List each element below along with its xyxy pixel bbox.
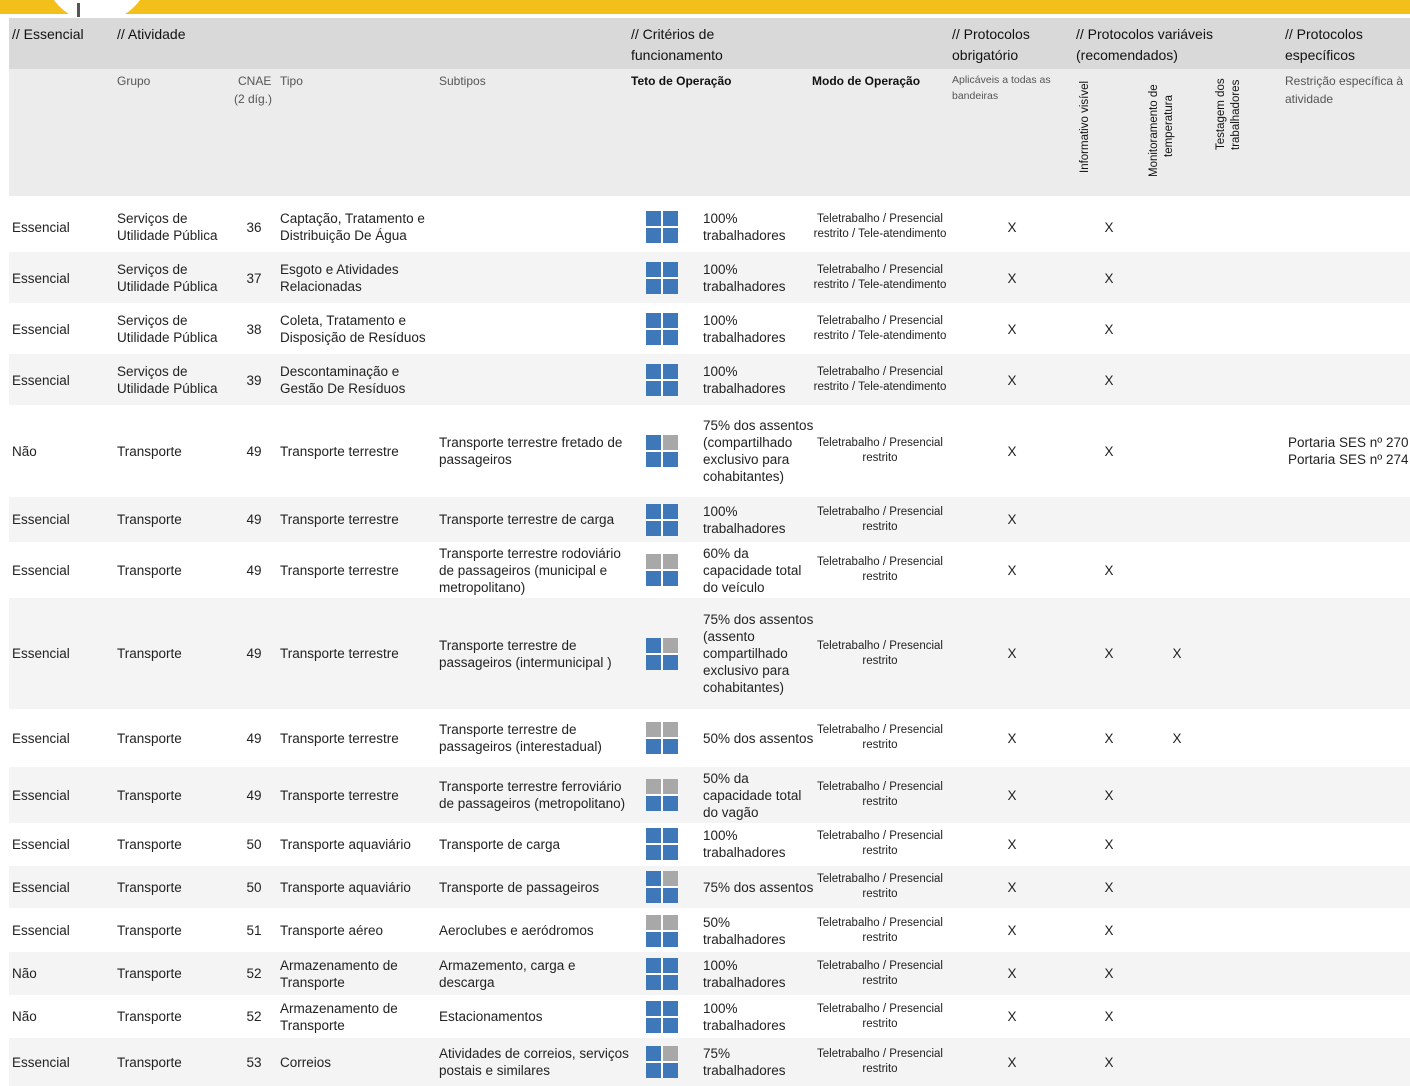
table-row [9,823,1410,865]
operation-level-icon [646,871,678,903]
cell-subtipo [439,354,631,406]
table-row [9,252,1410,304]
cell-subtipo: Transporte terrestre fretado de passageiros [439,435,623,467]
cell-info: X [1104,219,1114,235]
cell-esp [1288,542,1410,598]
cell-tipo: Transporte aquaviário [280,836,411,852]
cell-grupo: Transporte [117,879,182,895]
table-header [9,18,1410,69]
operation-level-icon [646,828,678,860]
cell-tipo: Transporte terrestre [280,787,399,803]
cell-subtipo: Atividades de correios, serviços postais e similares [439,1046,629,1078]
cell-essencial: Não [12,966,37,981]
table-row [9,303,1410,355]
cell-obrig: X [1007,787,1017,803]
cell-teto: 75% trabalhadores [703,1046,786,1078]
cell-grupo: Transporte [117,512,182,527]
cell-obrig: X [1007,923,1017,938]
cell-temp [1162,909,1192,952]
cell-info: X [1104,966,1114,981]
cell-temp [1162,497,1192,542]
cell-grupo: Transporte [117,787,182,803]
subheader-aplicaveis-line2: bandeiras [952,90,999,102]
cell-esp [1288,767,1410,823]
cell-temp [1162,866,1192,908]
cell-esp [1288,909,1410,952]
cell-test [1229,252,1259,304]
cell-grupo: Transporte [117,562,182,578]
table-row [9,995,1410,1038]
top-banner [0,0,1410,14]
cell-teto: 100% trabalhadores [703,828,786,860]
cell-temp [1162,767,1192,823]
subheader-informativo: Informativo visível [1079,80,1091,173]
cell-tipo: Transporte aquaviário [280,879,411,895]
table-subheader [9,69,1410,196]
header-prot-var-line1: // Protocolos variáveis [1076,26,1213,42]
cell-tipo: Transporte terrestre [280,512,399,527]
cell-obrig: X [1007,879,1017,895]
cell-info: X [1104,270,1114,286]
cell-obrig: X [1007,270,1017,286]
cell-obrig: X [1007,1009,1017,1024]
cell-esp [1288,866,1410,908]
cell-test [1229,823,1259,865]
subheader-restricao-line1: Restrição específica à [1285,74,1404,88]
cell-modo: Teletrabalho / Presencial restrito [817,724,943,751]
header-prot-esp-line2: específicos [1285,47,1356,63]
cell-grupo: Transporte [117,1009,182,1024]
cell-obrig: X [1007,836,1017,852]
subheader-restricao-line2: atividade [1285,92,1334,106]
table-row [9,497,1410,542]
cell-modo: Teletrabalho / Presencial restrito [817,873,943,900]
table-row [9,866,1410,908]
cell-test [1229,952,1259,995]
header-essencial: // Essencial [12,26,84,42]
cell-obrig: X [1007,966,1017,981]
cell-teto: 50% trabalhadores [703,914,786,947]
cell-esp [1288,497,1410,542]
cell-modo: Teletrabalho / Presencial restrito [817,830,943,857]
cell-info: X [1104,562,1114,578]
cell-esp [1288,354,1410,406]
operation-level-icon [646,211,678,243]
operation-level-icon [646,638,678,670]
cell-temp [1162,303,1192,355]
cell-cnae: 50 [246,879,262,895]
cell-info: X [1104,923,1114,938]
operation-level-icon [646,554,678,586]
cell-subtipo: Transporte terrestre rodoviário de passageiros (municipal e metropolitano) [439,545,621,595]
cell-subtipo: Estacionamentos [439,1009,543,1024]
cell-grupo: Transporte [117,443,182,459]
cell-esp: Portaria SES nº 270 Portaria SES nº 274 [1288,435,1409,467]
subheader-subtipos: Subtipos [439,74,486,88]
operation-level-icon [646,1046,678,1078]
header-criterios-line2: funcionamento [631,47,723,63]
cell-essencial: Essencial [12,923,70,938]
cell-modo: Teletrabalho / Presencial restrito [817,1002,943,1030]
subheader-testagem-line1: Testagem dos [1215,78,1227,150]
cell-subtipo: Transporte de passageiros [439,879,600,895]
cell-teto: 60% da capacidade total do veículo [703,545,802,595]
cell-essencial: Essencial [12,372,70,388]
cell-cnae: 51 [246,923,262,938]
cell-temp [1162,995,1192,1038]
subheader-grupo: Grupo [117,74,151,88]
cell-grupo: Serviços de Utilidade Pública [117,262,218,294]
cell-test [1229,598,1259,709]
cell-tipo: Transporte aéreo [280,923,384,938]
table-row [9,201,1410,253]
cell-essencial: Essencial [12,1054,70,1070]
subheader-aplicaveis-line1: Aplicáveis a todas as [952,74,1051,86]
operation-level-icon [646,364,678,396]
cell-info: X [1104,1009,1114,1024]
cell-temp [1162,252,1192,304]
operation-level-icon [646,435,678,467]
operation-level-icon [646,915,678,947]
subheader-tipo: Tipo [280,74,303,88]
cell-subtipo [439,303,631,355]
cell-info: X [1104,372,1114,388]
subheader-cnae-line2: (2 díg.) [234,92,273,106]
cell-info: X [1104,1054,1114,1070]
cell-temp [1162,354,1192,406]
operation-level-icon [646,313,678,345]
cell-essencial: Essencial [12,730,70,746]
cell-cnae: 37 [246,270,262,286]
cell-cnae: 52 [246,1009,262,1024]
cell-tipo: Coleta, Tratamento e Disposição de Resíduos [280,313,426,345]
cell-temp: X [1172,646,1182,661]
cell-info: X [1104,730,1114,746]
cell-temp [1162,542,1192,598]
cell-teto: 75% dos assentos [703,879,814,895]
cell-info: X [1104,879,1114,895]
cell-teto: 100% trabalhadores [703,364,786,396]
cell-esp [1288,598,1410,709]
table-row [9,405,1410,497]
subheader-monitoramento-line1: Monitoramento de [1148,84,1160,177]
cell-modo: Teletrabalho / Presencial restrito / Tele-atendimento [813,315,947,342]
cell-subtipo: Transporte de carga [439,836,561,852]
cell-modo: Teletrabalho / Presencial restrito / Tele-atendimento [813,366,947,393]
cell-essencial: Essencial [12,562,70,578]
cell-test [1229,1038,1259,1086]
cell-test [1229,497,1259,542]
cell-modo: Teletrabalho / Presencial restrito [817,781,943,808]
cell-info [1094,497,1124,542]
cell-teto: 100% trabalhadores [703,957,786,990]
cell-esp [1288,303,1410,355]
cell-modo: Teletrabalho / Presencial restrito [817,437,943,464]
cell-modo: Teletrabalho / Presencial restrito / Tele-atendimento [813,264,947,291]
cell-modo: Teletrabalho / Presencial restrito [817,1048,943,1075]
cell-grupo: Transporte [117,1054,182,1070]
cell-obrig: X [1007,512,1017,527]
cell-cnae: 49 [246,512,262,527]
cell-tipo: Transporte terrestre [280,730,399,746]
cell-cnae: 49 [246,646,262,661]
cell-temp: X [1172,730,1182,746]
cell-test [1229,909,1259,952]
cell-teto: 100% trabalhadores [703,211,786,243]
table-row [9,542,1410,598]
cell-grupo: Transporte [117,923,182,938]
cell-cnae: 49 [246,443,262,459]
cell-esp [1288,709,1410,767]
cell-modo: Teletrabalho / Presencial restrito [817,959,943,987]
cell-essencial: Não [12,443,37,459]
cell-tipo: Esgoto e Atividades Relacionadas [280,262,399,294]
cell-esp [1288,952,1410,995]
cell-obrig: X [1007,646,1017,661]
cell-grupo: Serviços de Utilidade Pública [117,364,218,396]
cell-info: X [1104,787,1114,803]
cell-temp [1162,823,1192,865]
cell-grupo: Transporte [117,966,182,981]
cell-info: X [1104,321,1114,337]
operation-level-icon [646,504,678,536]
operation-level-icon [646,262,678,294]
header-prot-obrig-line2: obrigatório [952,47,1019,63]
cell-cnae: 49 [246,730,262,746]
cell-cnae: 36 [246,219,262,235]
subheader-cnae-line1: CNAE [238,74,272,88]
cell-info: X [1104,646,1114,661]
cell-obrig: X [1007,1054,1017,1070]
cell-subtipo: Transporte terrestre de passageiros (interestadual) [439,722,602,754]
cell-tipo: Transporte terrestre [280,443,399,459]
cell-teto: 75% dos assentos (compartilhado exclusivo para cohabitantes) [703,418,814,484]
table-row [9,354,1410,406]
cell-grupo: Transporte [117,836,182,852]
cell-tipo: Descontaminação e Gestão De Resíduos [280,364,406,396]
cell-tipo: Armazenamento de Transporte [280,1000,398,1033]
cell-temp [1162,1038,1192,1086]
header-atividade: // Atividade [117,26,186,42]
cell-teto: 75% dos assentos (assento compartilhado exclusivo para cohabitantes) [703,612,814,695]
cell-modo: Teletrabalho / Presencial restrito [817,639,943,667]
cell-teto: 100% trabalhadores [703,503,786,536]
cell-cnae: 50 [246,836,262,852]
header-prot-obrig-line1: // Protocolos [952,26,1030,42]
operation-level-icon [646,779,678,811]
operation-level-icon [646,958,678,990]
cell-subtipo [439,201,631,253]
header-prot-esp-line1: // Protocolos [1285,26,1363,42]
cell-obrig: X [1007,372,1017,388]
cell-modo: Teletrabalho / Presencial restrito [817,556,943,583]
cell-essencial: Essencial [12,787,70,803]
operation-level-icon [646,722,678,754]
cell-tipo: Transporte terrestre [280,562,399,578]
cell-tipo: Transporte terrestre [280,646,399,661]
subheader-teto: Teto de Operação [631,74,732,88]
cell-cnae: 53 [246,1054,262,1070]
cell-modo: Teletrabalho / Presencial restrito [817,916,943,944]
cell-esp [1288,823,1410,865]
header-criterios-line1: // Critérios de [631,26,715,42]
operation-level-icon [646,1001,678,1033]
cell-teto: 100% trabalhadores [703,1000,786,1033]
cell-subtipo [439,252,631,304]
cell-test [1229,767,1259,823]
cell-obrig: X [1007,443,1017,459]
cell-obrig: X [1007,321,1017,337]
cell-esp [1288,1038,1410,1086]
cell-info: X [1104,443,1114,459]
cell-obrig: X [1007,562,1017,578]
cell-test [1229,405,1259,497]
cell-test [1229,995,1259,1038]
cell-test [1229,542,1259,598]
cell-essencial: Essencial [12,270,70,286]
cell-teto: 100% trabalhadores [703,262,786,294]
subheader-modo: Modo de Operação [812,74,921,88]
cell-temp [1162,405,1192,497]
cell-grupo: Transporte [117,646,182,661]
table-row [9,909,1410,952]
cell-essencial: Não [12,1009,37,1024]
cell-test [1229,866,1259,908]
cell-test [1229,709,1259,767]
cell-essencial: Essencial [12,219,70,235]
cell-grupo: Serviços de Utilidade Pública [117,313,218,345]
cell-modo: Teletrabalho / Presencial restrito [817,505,943,533]
cell-essencial: Essencial [12,512,70,527]
cell-teto: 100% trabalhadores [703,313,786,345]
cell-modo: Teletrabalho / Presencial restrito / Tele-atendimento [813,213,947,240]
cell-subtipo: Armazemento, carga e descarga [439,957,576,990]
cell-test [1229,201,1259,253]
cell-essencial: Essencial [12,321,70,337]
header-prot-var-line2: (recomendados) [1076,47,1178,63]
cell-grupo: Serviços de Utilidade Pública [117,211,218,243]
cell-test [1229,303,1259,355]
cell-tipo: Correios [280,1054,332,1070]
table-row [9,1038,1410,1086]
cell-temp [1162,201,1192,253]
cell-esp [1288,201,1410,253]
table-row [9,709,1410,767]
cell-subtipo: Aeroclubes e aeródromos [439,923,594,938]
cell-cnae: 49 [246,562,262,578]
cell-essencial: Essencial [12,646,70,661]
cell-subtipo: Transporte terrestre de carga [439,512,615,527]
cell-esp [1288,995,1410,1038]
table-row [9,952,1410,995]
cell-tipo: Captação, Tratamento e Distribuição De Água [280,211,425,243]
cell-subtipo: Transporte terrestre ferroviário de passageiros (metropolitano) [439,779,626,811]
subheader-monitoramento-line2: temperatura [1163,94,1175,157]
cell-grupo: Transporte [117,730,182,746]
cell-temp [1162,952,1192,995]
subheader-testagem-line2: trabalhadores [1230,79,1242,150]
cell-obrig: X [1007,730,1017,746]
cell-obrig: X [1007,219,1017,235]
cell-cnae: 38 [246,321,262,337]
cell-teto: 50% dos assentos [703,730,814,746]
cell-cnae: 39 [246,372,262,388]
table-row [9,598,1410,709]
cell-subtipo: Transporte terrestre de passageiros (intermunicipal ) [439,637,612,670]
cell-essencial: Essencial [12,836,70,852]
cell-essencial: Essencial [12,879,70,895]
cell-esp [1288,252,1410,304]
cell-cnae: 49 [246,787,262,803]
cell-teto: 50% da capacidade total do vagão [703,770,802,820]
cell-test [1229,354,1259,406]
cell-info: X [1104,836,1114,852]
cell-cnae: 52 [246,966,262,981]
table-row [9,767,1410,823]
cell-tipo: Armazenamento de Transporte [280,957,398,990]
